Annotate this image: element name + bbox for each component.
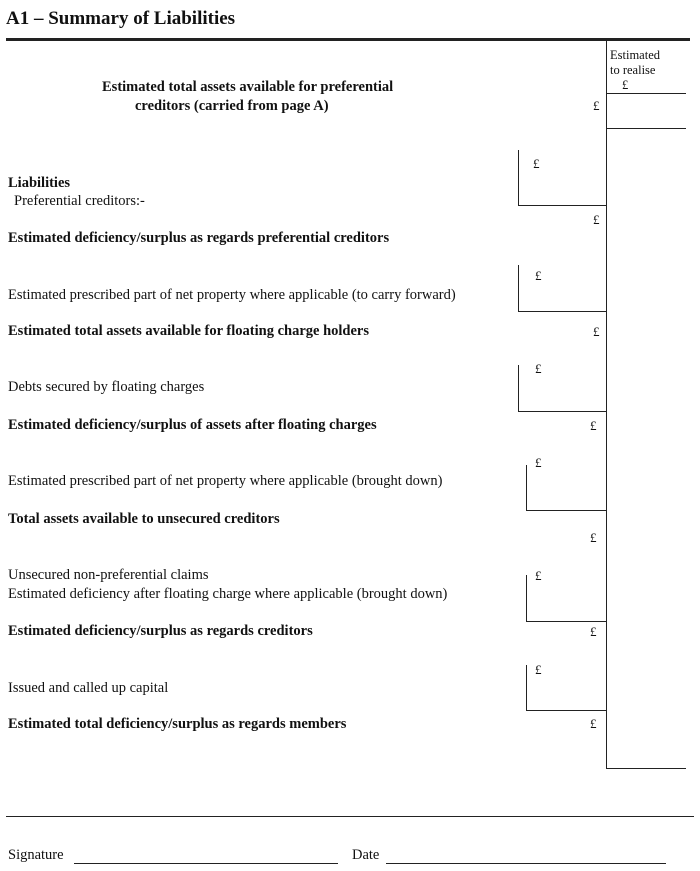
- unsecured-claims-label: Unsecured non-preferential claims: [8, 567, 209, 583]
- sub-column-bracket: [526, 465, 527, 511]
- prescribed-part-down-label: Estimated prescribed part of net property where applicable (brought down): [8, 473, 443, 489]
- sub-column-bracket: [526, 665, 527, 711]
- footer-rule: [6, 816, 694, 817]
- total-unsecured-label: Total assets available to unsecured creditors: [8, 511, 280, 527]
- column-header-line2: to realise: [610, 63, 656, 77]
- pound-sign: £: [590, 418, 597, 433]
- sub-column-bracket: [518, 365, 519, 412]
- pound-sign: £: [590, 624, 597, 639]
- column-total-rule-1: [606, 128, 686, 129]
- column-total-rule-final: [606, 768, 686, 769]
- pound-sign: £: [590, 530, 597, 545]
- issued-capital-label: Issued and called up capital: [8, 680, 169, 696]
- sub-column-rule: [518, 205, 606, 206]
- pound-sign: £: [535, 568, 542, 583]
- deficiency-floating-down-label: Estimated deficiency after floating charge where applicable (brought down): [8, 586, 448, 602]
- signature-label: Signature: [8, 847, 64, 863]
- pound-sign: £: [590, 716, 597, 731]
- pound-sign: £: [535, 455, 542, 470]
- deficiency-creditors-label: Estimated deficiency/surplus as regards creditors: [8, 623, 313, 639]
- signature-line[interactable]: [74, 863, 338, 864]
- preferential-creditors-label: Preferential creditors:-: [14, 193, 145, 209]
- header-block-line1: Estimated total assets available for preferential: [102, 79, 394, 95]
- estimated-column-divider: [606, 41, 607, 769]
- prescribed-part-forward-label: Estimated prescribed part of net property where applicable (to carry forward): [8, 287, 456, 303]
- column-header-line1: Estimated: [610, 48, 660, 62]
- assets-floating-label: Estimated total assets available for floating charge holders: [8, 323, 369, 339]
- sub-column-rule: [518, 311, 606, 312]
- column-header-currency: £: [622, 78, 629, 92]
- deficiency-after-floating-label: Estimated deficiency/surplus of assets after floating charges: [8, 417, 377, 433]
- date-label: Date: [352, 847, 380, 863]
- deficiency-preferential-label: Estimated deficiency/surplus as regards preferential creditors: [8, 230, 390, 246]
- date-line[interactable]: [386, 863, 666, 864]
- pound-sign: £: [593, 324, 600, 339]
- sub-column-rule: [526, 621, 606, 622]
- title-rule: [6, 38, 690, 41]
- page-title: A1 – Summary of Liabilities: [6, 8, 236, 29]
- sub-column-rule: [526, 710, 606, 711]
- pound-sign: £: [593, 212, 600, 227]
- pound-sign: £: [533, 156, 540, 171]
- header-block-line2: creditors (carried from page A): [135, 98, 329, 114]
- pound-sign: £: [535, 662, 542, 677]
- sub-column-bracket: [518, 265, 519, 312]
- pound-sign: £: [535, 268, 542, 283]
- sub-column-rule: [518, 411, 606, 412]
- sub-column-bracket: [526, 575, 527, 622]
- debts-floating-label: Debts secured by floating charges: [8, 379, 205, 395]
- pound-sign: £: [593, 98, 600, 113]
- column-header-rule: [606, 93, 686, 94]
- deficiency-members-label: Estimated total deficiency/surplus as regards members: [8, 716, 347, 732]
- sub-column-bracket: [518, 150, 519, 206]
- sub-column-rule: [526, 510, 606, 511]
- pound-sign: £: [535, 361, 542, 376]
- liabilities-heading: Liabilities: [8, 175, 71, 191]
